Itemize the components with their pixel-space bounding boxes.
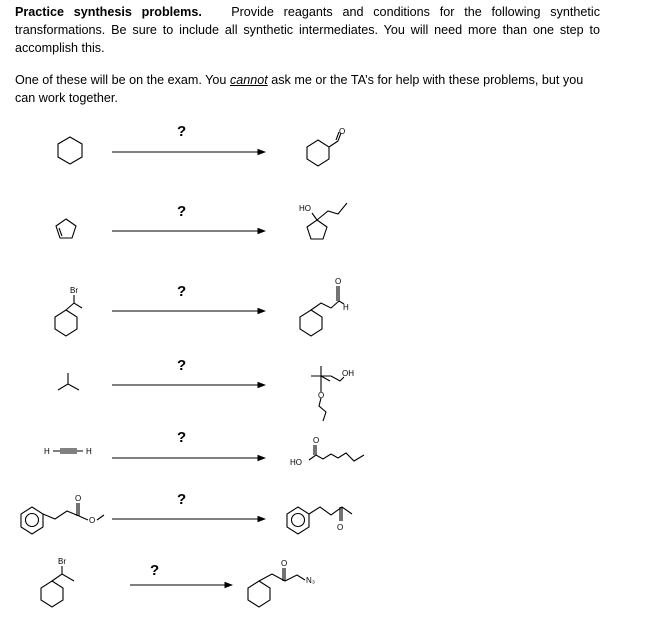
- notice-text-start: One of these will be on the exam. You: [15, 73, 230, 87]
- problem-5: [53, 445, 364, 461]
- hydrogen-label: H: [86, 447, 92, 456]
- question-mark-2: ?: [177, 203, 187, 220]
- notice-emphasis: cannot: [229, 73, 268, 87]
- product-ring: [307, 140, 329, 166]
- oxygen-label: O: [339, 127, 346, 136]
- hydrogen-label: H: [44, 447, 50, 456]
- carbonyl-oxygen-label: O: [75, 494, 82, 503]
- notice-text-end: ask me or the TA’s for help with these problems, but you can work together.: [15, 73, 584, 105]
- question-mark-6: ?: [177, 491, 187, 508]
- carbonyl-oxygen-label: O: [313, 436, 320, 445]
- hydroxyl-label: HO: [299, 204, 311, 213]
- product-chain: [329, 141, 338, 147]
- carbonyl-oxygen-label: O: [281, 559, 288, 568]
- ester-oxygen-label: O: [89, 516, 96, 525]
- product-benzene: [287, 507, 309, 534]
- cyclohexane-ring: [58, 137, 82, 164]
- start-ring: [55, 310, 77, 336]
- carbonyl-oxygen-label: O: [337, 523, 344, 532]
- page-title: Practice synthesis problems.: [15, 5, 202, 19]
- start-ring: [41, 581, 63, 607]
- hydroxyl-label: HO: [290, 458, 302, 467]
- hydroxyl-label: OH: [342, 369, 354, 378]
- question-mark-7: ?: [150, 562, 160, 579]
- benzene-ring: [21, 507, 43, 534]
- product-ring: [300, 310, 322, 336]
- question-mark-3: ?: [177, 283, 187, 300]
- problem-1: [58, 132, 341, 166]
- product-ring: [248, 581, 270, 607]
- problem-7: [41, 566, 305, 607]
- azide-label: N₃: [306, 576, 316, 585]
- hydrogen-label: H: [343, 303, 349, 312]
- product-chain: [317, 203, 347, 220]
- question-mark-1: ?: [177, 123, 187, 140]
- oxygen-label: O: [335, 277, 342, 286]
- bromine-label: Br: [58, 557, 66, 566]
- question-mark-4: ?: [177, 357, 187, 374]
- instructions-text: Provide reagants and conditions for the following synthetic transformations. Be sure to include all synthetic intermediates. You will need more than one step to accomplish this.: [15, 5, 600, 55]
- problem-4: [58, 366, 344, 421]
- problem-6: [21, 503, 352, 534]
- question-mark-5: ?: [177, 429, 187, 446]
- product-ring: [307, 220, 327, 239]
- ether-oxygen-label: O: [318, 391, 325, 400]
- isobutane: [58, 384, 79, 390]
- problem-3: [55, 286, 344, 336]
- bromine-label: Br: [70, 286, 78, 295]
